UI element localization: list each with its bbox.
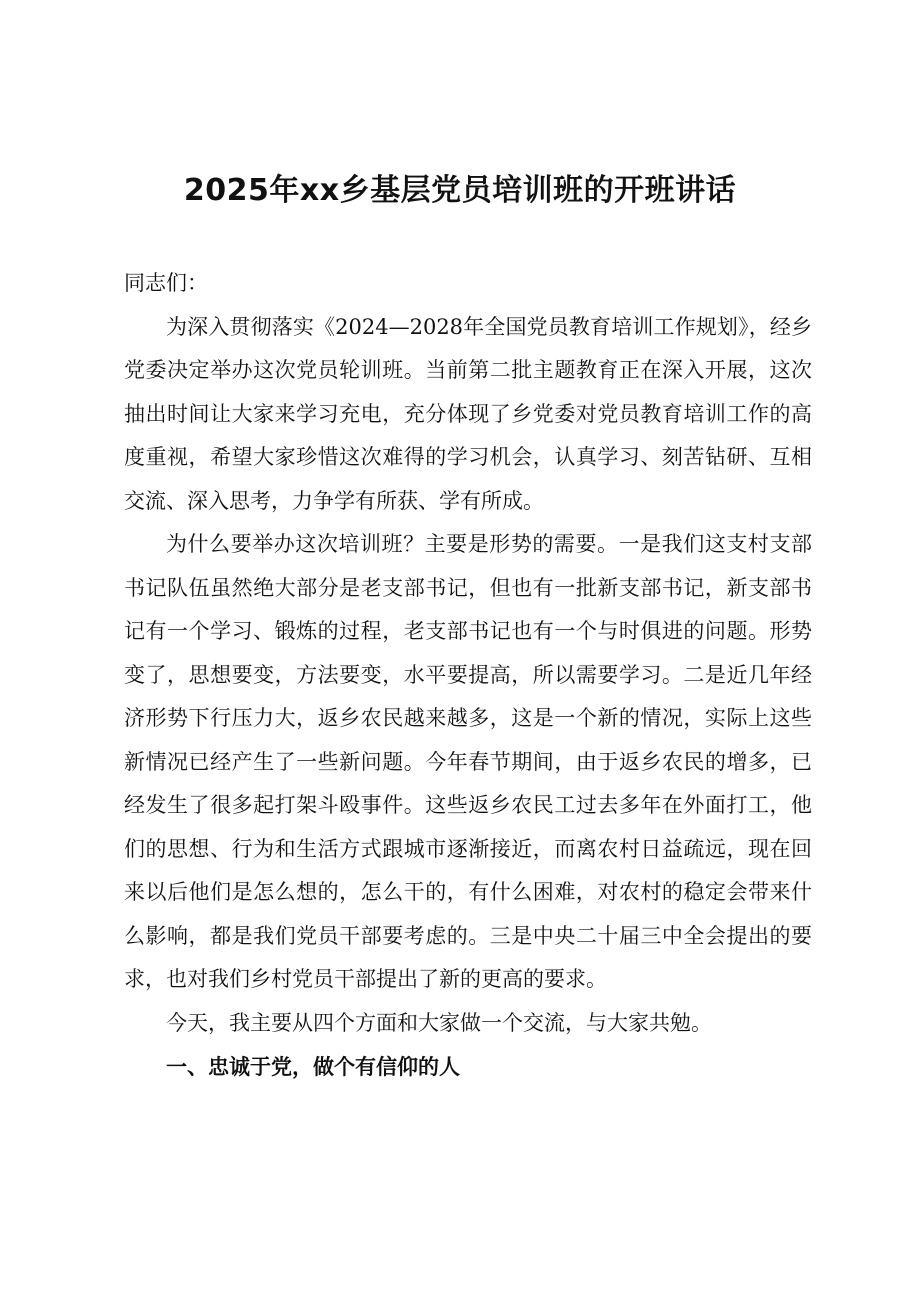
section-heading-1: 一、忠诚于党，做个有信仰的人: [166, 1054, 460, 1079]
salutation: 同志们：: [124, 271, 208, 295]
document-title: 2025年xx乡基层党员培训班的开班讲话: [183, 173, 737, 208]
paragraph-intro: 为深入贯彻落实《2024—2028年全国党员教育培训工作规划》，经乡党委决定举办这次党员轮训班。当前第二批主题教育正在深入开展，这次抽出时间让大家来学习充电，充分体现了乡党委对党员教育培训工作的高度重视，希望大家珍惜这次难得的学习机会，认真学习、刻苦钻研、互相交流、深入思考，力争学有所获、学有所成。: [124, 314, 812, 513]
document-body: [124, 262, 812, 1089]
paragraph-reasons: 为什么要举办这次培训班？主要是形势的需要。一是我们这支村支部书记队伍虽然绝大部分是老支部书记，但也有一批新支部书记，新支部书记有一个学习、锻炼的过程，老支部书记也有一个与时俱进的问题。形势变了，思想要变，方法要变，水平要提高，所以需要学习。二是近几年经济形势下行压力大，返乡农民越来越多，这是一个新的情况，实际上这些新情况已经产生了一些新问题。今年春节期间，由于返乡农民的增多，已经发生了很多起打架斗殴事件。这些返乡农民工过去多年在外面打工，他们的思想、行为和生活方式跟城市逐渐接近，而离农村日益疏远，现在回来以后他们是怎么想的，怎么干的，有什么困难，对农村的稳定会带来什么影响，都是我们党员干部要考虑的。三是中央二十届三中全会提出的要求，也对我们乡村党员干部提出了新的更高的要求。: [124, 532, 812, 991]
paragraph-outline: 今天，我主要从四个方面和大家做一个交流，与大家共勉。: [166, 1010, 712, 1035]
